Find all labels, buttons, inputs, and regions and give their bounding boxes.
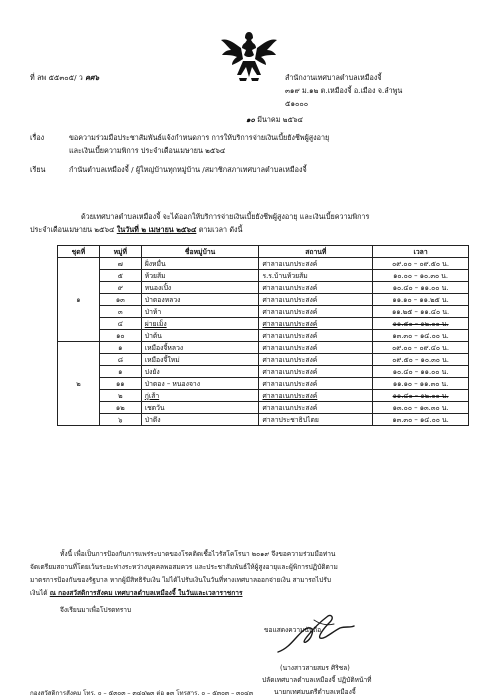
time-cell: ๐๙.๐๐ – ๐๙.๔๐ น.: [373, 342, 469, 354]
col-header-moo: หมู่ที่: [99, 246, 141, 258]
time-cell: ๑๑.๑๐ – ๑๑.๒๕ น.: [373, 294, 469, 306]
table-row: [58, 366, 469, 378]
village-cell: เชตวัน: [141, 402, 259, 414]
org-postcode: ๕๑๐๐๐: [285, 99, 309, 108]
signature: [270, 608, 360, 660]
time-cell: ๐๙.๕๐ – ๑๐.๓๐ น.: [373, 354, 469, 366]
ref-number: [30, 73, 99, 82]
body-line-2-suffix: ตามเวลา ดังนี้: [198, 225, 243, 234]
table-row: [58, 414, 469, 426]
village-cell: ป่าตอง – หนองจาง: [141, 378, 259, 390]
place-cell: ศาลาอเนกประสงค์: [259, 258, 373, 270]
col-header-set: ชุดที่: [58, 246, 100, 258]
para2-line-4-prefix: เงินได้: [30, 589, 48, 597]
para2-line-1: ทั้งนี้ เพื่อเป็นการป้องกันการแพร่ระบาดของโรคติดเชื้อไวรัสโคโรนา ๒๐๑๙ จึงขอความร่วมมือท่าน: [60, 550, 336, 558]
para2-line-3: มาตรการป้องกันของรัฐบาล หากผู้มีสิทธิรับเงิน ไม่ได้ไปรับเงินในวันที่ทางเทศบาลออกจ่ายเงิน สามารถไปรับ: [30, 576, 332, 584]
place-cell: ศาลาอเนกประสงค์: [259, 378, 373, 390]
village-cell: กู่เส้า: [141, 390, 259, 402]
moo-cell: ๘: [99, 354, 141, 366]
recipient-text: กำนันตำบลเหมืองจี้ / ผู้ใหญ่บ้านทุกหมู่บ้าน /สมาชิกสภาเทศบาลตำบลเหมืองจี้: [69, 165, 307, 174]
para2-emphasis: ณ กองสวัสดิการสังคม เทศบาลตำบลเหมืองจี้ ในวันและเวลาราชการ: [49, 589, 243, 597]
place-cell: ร.ร.บ้านห้วยส้ม: [259, 270, 373, 282]
time-cell: ๑๐.๔๐ – ๑๑.๐๐ น.: [373, 366, 469, 378]
table-row: [58, 258, 469, 270]
table-row: [58, 270, 469, 282]
schedule-table: [57, 245, 469, 426]
para2-line-2: จัดเตรียมสถานที่โดยเว้นระยะห่างระหว่างบุคคลพอสมควร และประชาสัมพันธ์ให้ผู้สูงอายุและผู้พิการปฏิบัติตาม: [30, 563, 338, 571]
closing-line: จึงเรียนมาเพื่อโปรดทราบ: [60, 606, 132, 614]
body-line-1: ด้วยเทศบาลตำบลเหมืองจี้ จะได้ออกให้บริการจ่ายเงินเบี้ยยังชีพผู้สูงอายุ และเงินเบี้ยความพิการ: [81, 212, 370, 221]
signer-position-1: ปลัดเทศบาลตำบลเหมืองจี้ ปฏิบัติหน้าที่: [262, 676, 372, 684]
subject-label: เรื่อง: [30, 133, 45, 142]
time-cell: ๑๓.๓๐ – ๑๔.๐๐ น.: [373, 414, 469, 426]
col-header-time: เวลา: [373, 246, 469, 258]
time-cell: ๑๑.๔๐ – ๑๒.๐๐ น.: [373, 390, 469, 402]
village-cell: ผ่ายเม็ง: [141, 318, 259, 330]
ref-number-text: ที่ ลพ ๕๕๓๐๕/ ว: [30, 73, 83, 82]
moo-cell: ๖: [99, 414, 141, 426]
village-cell: ป่าห้า: [141, 306, 259, 318]
place-cell: ศาลาอเนกประสงค์: [259, 342, 373, 354]
moo-cell: ๙: [99, 282, 141, 294]
table-row: [58, 354, 469, 366]
place-cell: ศาลาอเนกประสงค์: [259, 366, 373, 378]
table-row: [58, 390, 469, 402]
moo-cell: ๓: [99, 306, 141, 318]
moo-cell: ๑๓: [99, 294, 141, 306]
regards-line: ขอแสดงความนับถือ: [264, 626, 322, 634]
garuda-emblem: [219, 28, 279, 84]
table-row: [58, 294, 469, 306]
village-cell: ฝั่งหมื่น: [141, 258, 259, 270]
time-cell: ๑๑.๒๕ – ๑๑.๔๐ น.: [373, 306, 469, 318]
village-cell: ป่าตองหลวง: [141, 294, 259, 306]
time-cell: ๑๐.๐๐ – ๑๐.๓๐ น.: [373, 270, 469, 282]
col-header-place: สถานที่: [259, 246, 373, 258]
place-cell: ศาลาอเนกประสงค์: [259, 306, 373, 318]
body-line-2-prefix: ประจำเดือนเมษายน ๒๕๖๔: [30, 225, 115, 234]
moo-cell: ๕: [99, 270, 141, 282]
moo-cell: ๔: [99, 318, 141, 330]
table-row: [58, 402, 469, 414]
time-cell: ๑๑.๕๐ – ๑๒.๐๐ น.: [373, 318, 469, 330]
place-cell: ศาลาอเนกประสงค์: [259, 282, 373, 294]
place-cell: ศาลาอเนกประสงค์: [259, 354, 373, 366]
village-cell: เหมืองจี้ใหม่: [141, 354, 259, 366]
set-number: ๒: [58, 342, 100, 426]
signer-name: (นางสาวสายสมร ศิริชล): [280, 664, 350, 672]
village-cell: ป่าตึง: [141, 414, 259, 426]
signer-position-2: นายกเทศมนตรีตำบลเหมืองจี้: [274, 688, 356, 696]
place-cell: ศาลาอเนกประสงค์: [259, 330, 373, 342]
time-cell: ๑๐.๔๐ – ๑๑.๐๐ น.: [373, 282, 469, 294]
ref-handwritten: คศ๖: [85, 73, 100, 82]
place-cell: ศาลาอเนกประสงค์: [259, 294, 373, 306]
village-cell: ปงยัง: [141, 366, 259, 378]
village-cell: ป่าต้น: [141, 330, 259, 342]
table-row: [58, 282, 469, 294]
village-cell: หนองเปิ้ง: [141, 282, 259, 294]
org-address: ๓๑๙ ม.๑๒ ต.เหมืองจี้ อ.เมือง จ.ลำพูน: [285, 86, 403, 95]
para2-line-4: [30, 589, 243, 598]
moo-cell: ๑๒: [99, 402, 141, 414]
moo-cell: ๑: [99, 366, 141, 378]
subject-line-2: และเงินเบี้ยความพิการ ประจำเดือนเมษายน ๒๕๖๔: [69, 146, 226, 155]
date-month-year: มีนาคม ๒๕๖๔: [257, 115, 303, 124]
date-handwritten: ๑๐: [246, 115, 255, 124]
place-cell: ศาลาอเนกประสงค์: [259, 402, 373, 414]
table-row: [58, 306, 469, 318]
col-header-village: ชื่อหมู่บ้าน: [141, 246, 259, 258]
subject-line-1: ขอความร่วมมือประชาสัมพันธ์แจ้งกำหนดการ การให้บริการจ่ายเงินเบี้ยยังชีพผู้สูงอายุ: [69, 133, 330, 142]
place-cell: ศาลาประชาธิปไตย: [259, 414, 373, 426]
table-row: [58, 318, 469, 330]
org-name: สำนักงานเทศบาลตำบลเหมืองจี้: [285, 73, 382, 82]
moo-cell: ๗: [99, 258, 141, 270]
village-cell: เหมืองจี้หลวง: [141, 342, 259, 354]
time-cell: ๑๓.๓๐ – ๑๔.๐๐ น.: [373, 330, 469, 342]
moo-cell: ๑: [99, 342, 141, 354]
place-cell: ศาลาอเนกประสงค์: [259, 390, 373, 402]
time-cell: ๑๓.๐๐ – ๑๓.๓๐ น.: [373, 402, 469, 414]
moo-cell: ๑๑: [99, 378, 141, 390]
time-cell: ๑๑.๑๐ – ๑๑.๓๐ น.: [373, 378, 469, 390]
table-row: [58, 378, 469, 390]
set-number: ๑: [58, 258, 100, 342]
recipient-label: เรียน: [30, 165, 46, 174]
footer-contact: กองสวัสดิการสังคม โทร. ๐ – ๕๓๐๓ – ๓๔๔๒๓ ต่อ ๑๓ โทรสาร. ๐ – ๕๓๐๓ – ๓๐๔๓: [30, 690, 254, 697]
payment-date-emphasis: ในวันที่ ๒ เมษายน ๒๕๖๔: [116, 225, 197, 234]
body-line-2: [30, 225, 242, 234]
table-row: [58, 330, 469, 342]
moo-cell: ๒: [99, 390, 141, 402]
moo-cell: ๑๐: [99, 330, 141, 342]
place-cell: ศาลาอเนกประสงค์: [259, 318, 373, 330]
time-cell: ๐๙.๐๐ – ๐๙.๕๐ น.: [373, 258, 469, 270]
table-header-row: [58, 246, 469, 258]
village-cell: ห้วยส้ม: [141, 270, 259, 282]
table-row: [58, 342, 469, 354]
letter-date: [246, 115, 303, 124]
